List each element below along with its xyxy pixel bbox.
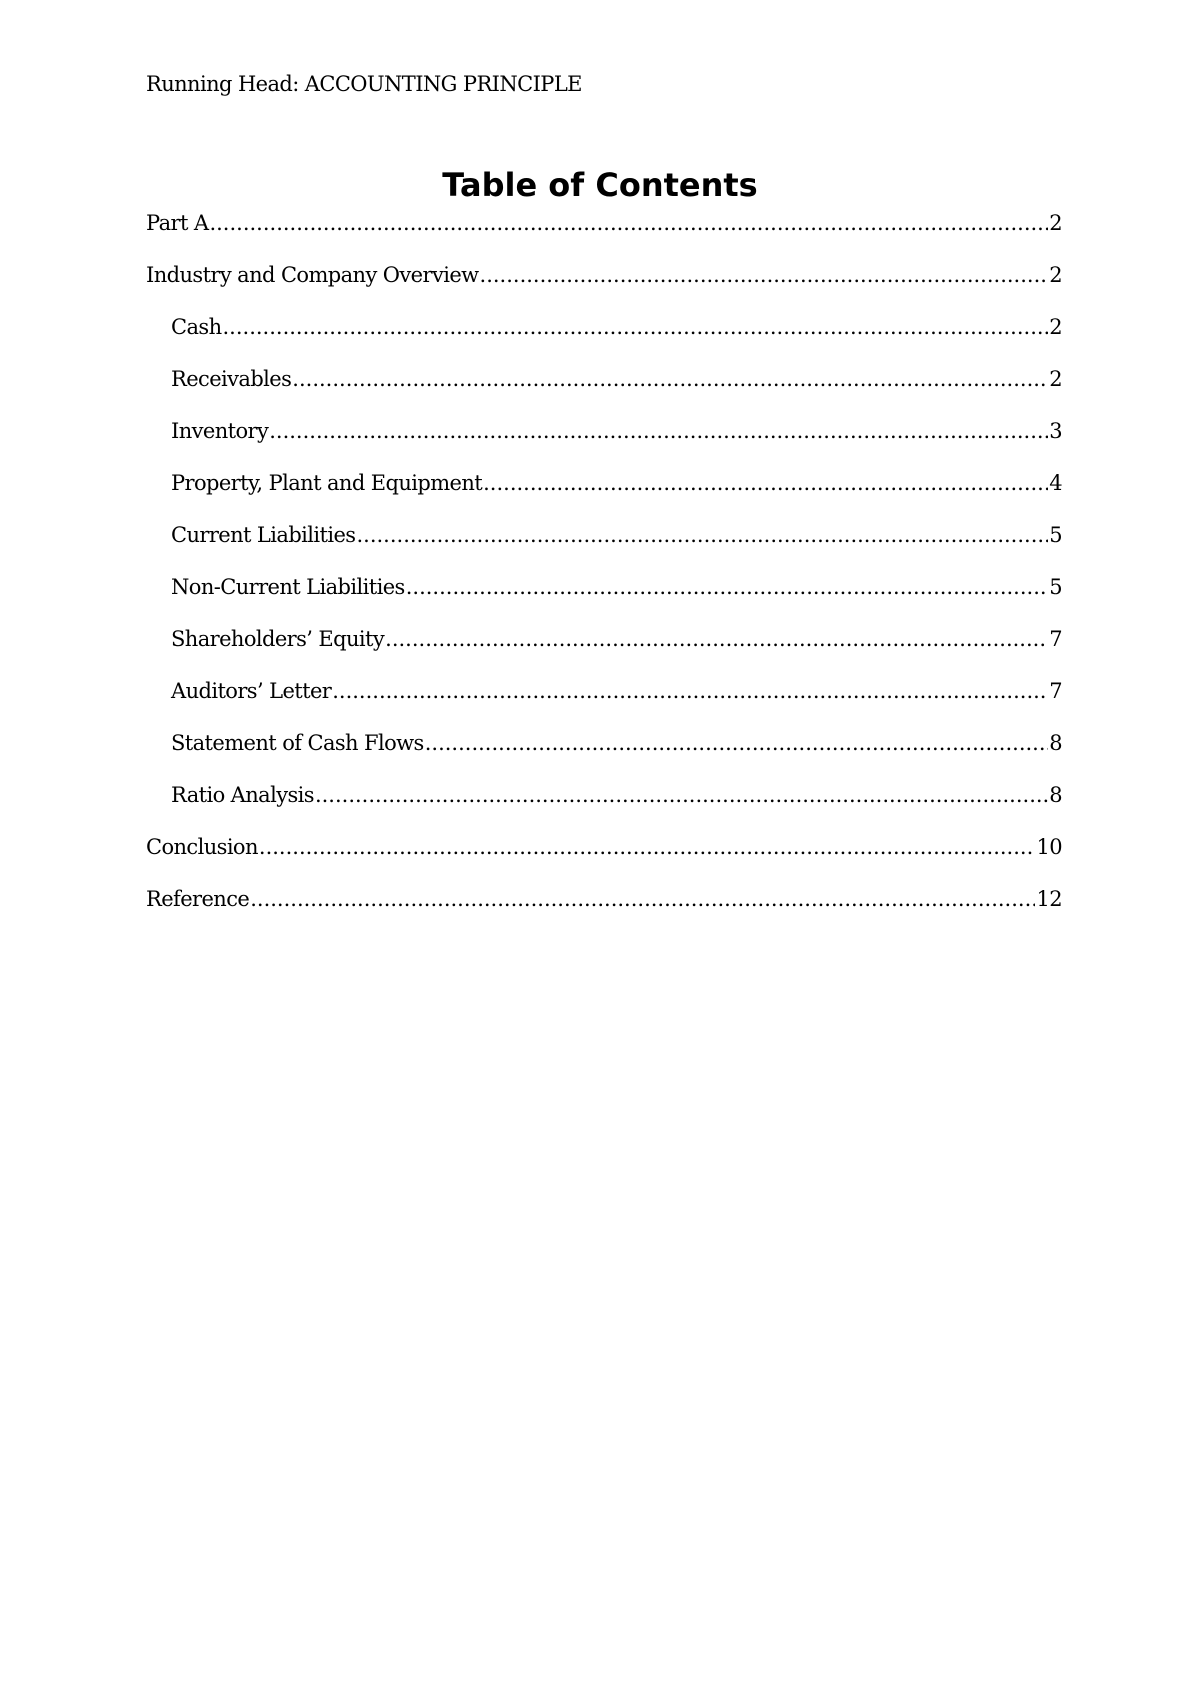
toc-entry-page: 4 xyxy=(1049,471,1062,495)
table-of-contents xyxy=(146,211,1062,939)
dot-leader xyxy=(483,471,1048,495)
toc-entry-page: 8 xyxy=(1049,783,1062,807)
dot-leader xyxy=(425,731,1049,755)
toc-entry-industry-overview[interactable] xyxy=(146,263,1062,315)
toc-entry-label: Receivables xyxy=(171,367,292,391)
toc-entry-label: Cash xyxy=(171,315,222,339)
toc-entry-page: 2 xyxy=(1049,263,1062,287)
toc-entry-label: Auditors’ Letter xyxy=(171,679,332,703)
toc-entry-current-liabilities[interactable] xyxy=(146,523,1062,575)
toc-entry-receivables[interactable] xyxy=(146,367,1062,419)
toc-entry-label: Statement of Cash Flows xyxy=(171,731,424,755)
toc-entry-page: 2 xyxy=(1049,367,1062,391)
toc-entry-label: Non-Current Liabilities xyxy=(171,575,405,599)
dot-leader xyxy=(269,419,1048,443)
toc-entry-cash-flows[interactable] xyxy=(146,731,1062,783)
toc-entry-page: 10 xyxy=(1036,835,1062,859)
toc-entry-label: Reference xyxy=(146,887,250,911)
toc-entry-non-current-liabilities[interactable] xyxy=(146,575,1062,627)
toc-entry-label: Property, Plant and Equipment xyxy=(171,471,483,495)
toc-entry-label: Part A xyxy=(146,211,209,235)
dot-leader xyxy=(332,679,1048,703)
toc-entry-label: Conclusion xyxy=(146,835,258,859)
toc-entry-page: 8 xyxy=(1049,731,1062,755)
toc-entry-reference[interactable] xyxy=(146,887,1062,939)
toc-entry-page: 12 xyxy=(1036,887,1062,911)
dot-leader xyxy=(480,263,1049,287)
dot-leader xyxy=(292,367,1048,391)
toc-entry-page: 7 xyxy=(1049,679,1062,703)
dot-leader xyxy=(356,523,1048,547)
toc-entry-page: 7 xyxy=(1049,627,1062,651)
toc-entry-shareholders-equity[interactable] xyxy=(146,627,1062,679)
toc-entry-auditors-letter[interactable] xyxy=(146,679,1062,731)
toc-entry-ratio-analysis[interactable] xyxy=(146,783,1062,835)
toc-entry-page: 2 xyxy=(1049,315,1062,339)
dot-leader xyxy=(223,315,1049,339)
toc-entry-label: Shareholders’ Equity xyxy=(171,627,385,651)
toc-entry-page: 2 xyxy=(1049,211,1062,235)
toc-entry-label: Industry and Company Overview xyxy=(146,263,479,287)
toc-entry-conclusion[interactable] xyxy=(146,835,1062,887)
toc-entry-ppe[interactable] xyxy=(146,471,1062,523)
toc-title: Table of Contents xyxy=(442,166,758,204)
dot-leader xyxy=(315,783,1048,807)
running-head: Running Head: ACCOUNTING PRINCIPLE xyxy=(146,72,582,96)
dot-leader xyxy=(259,835,1036,859)
dot-leader xyxy=(406,575,1049,599)
dot-leader xyxy=(385,627,1048,651)
dot-leader xyxy=(209,211,1048,235)
toc-entry-page: 5 xyxy=(1049,523,1062,547)
toc-entry-label: Ratio Analysis xyxy=(171,783,314,807)
toc-entry-cash[interactable] xyxy=(146,315,1062,367)
toc-entry-label: Current Liabilities xyxy=(171,523,356,547)
toc-entry-page: 5 xyxy=(1049,575,1062,599)
toc-entry-part-a[interactable] xyxy=(146,211,1062,263)
toc-entry-page: 3 xyxy=(1049,419,1062,443)
toc-entry-label: Inventory xyxy=(171,419,269,443)
toc-entry-inventory[interactable] xyxy=(146,419,1062,471)
dot-leader xyxy=(250,887,1035,911)
